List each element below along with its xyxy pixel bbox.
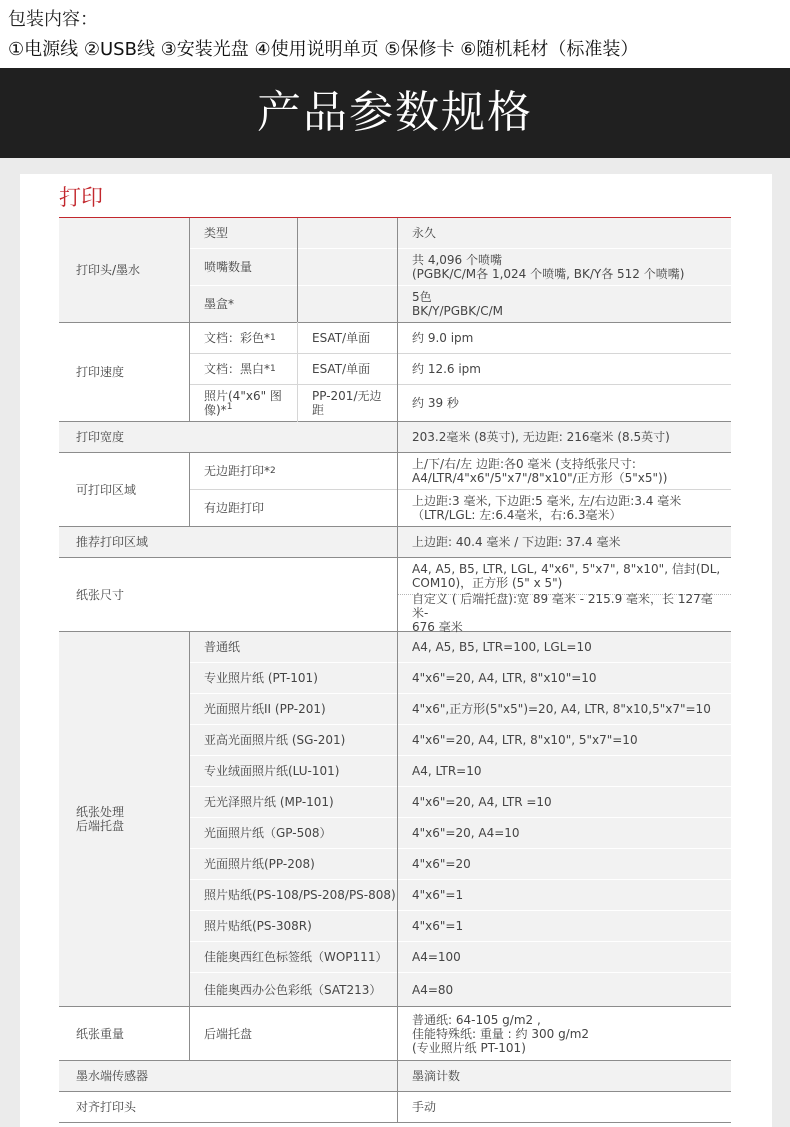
- cond-speed-photo: [298, 385, 397, 421]
- label-speed-photo-line1: 照片(4"x6" 图: [204, 389, 282, 403]
- package-title: 包装内容：: [8, 9, 98, 30]
- value-nozzles: [398, 249, 731, 285]
- value-paper-size-custom: [398, 592, 731, 634]
- handling-label: 佳能奥西办公色彩纸（SAT213）: [204, 982, 382, 997]
- handling-label: 光面照片纸（GP-508）: [204, 826, 332, 840]
- handling-label: 无光泽照片纸 (MP-101): [204, 795, 334, 809]
- value-bordered-line2: （LTR/LGL: 左:6.4毫米，右:6.3毫米）: [412, 508, 622, 522]
- label-handling-line1: 纸张处理: [76, 805, 125, 819]
- handling-value: 4"x6"=20, A4, LTR, 8"x10"=10: [412, 671, 597, 685]
- label-handling: [62, 632, 189, 1006]
- value-weight-line3: (专业照片纸 PT-101): [412, 1040, 526, 1055]
- value-paper-size-standard: [398, 558, 731, 594]
- handling-value: 4"x6"=20, A4, LTR, 8"x10", 5"x7"=10: [412, 733, 638, 747]
- label-align: 对齐打印头: [76, 1100, 137, 1114]
- handling-label: 普通纸: [204, 640, 241, 654]
- value-recommended: 上边距: 40.4 毫米 / 下边距: 37.4 毫米: [412, 535, 621, 549]
- cond-speed-photo-line1: PP-201/无边: [312, 389, 382, 403]
- value-bordered: [398, 490, 731, 526]
- handling-label: 专业绒面照片纸(LU-101): [204, 764, 340, 778]
- label-speed: 打印速度: [76, 365, 125, 379]
- handling-label: 照片贴纸(PS-308R): [204, 919, 312, 933]
- handling-label: 亚高光面照片纸 (SG-201): [204, 733, 346, 747]
- label-speed-photo-line2: [204, 403, 232, 417]
- label-borderless: 无边距打印* 2: [204, 464, 276, 478]
- value-printhead-type: 永久: [412, 226, 437, 240]
- handling-label: 光面照片纸(PP-208): [204, 857, 315, 871]
- value-align: 手动: [412, 1100, 437, 1114]
- cond-speed-color: ESAT/单面: [312, 331, 371, 345]
- group-rule: [59, 1122, 731, 1123]
- value-weight: [398, 1007, 731, 1060]
- label-ink-sensor: 墨水端传感器: [76, 1069, 149, 1083]
- value-bordered-line1: 上边距:3 毫米, 下边距:5 毫米, 左/右边距:3.4 毫米: [412, 494, 682, 508]
- value-paper-size-line1: A4, A5, B5, LTR, LGL, 4"x6", 5"x7", 8"x10", 信封(DL,: [412, 562, 721, 576]
- handling-label: 佳能奥西红色标签纸（WOP111）: [204, 950, 388, 964]
- label-speed-color: 文档：彩色* 1: [204, 331, 276, 345]
- value-nozzles-line2: (PGBK/C/M各 1,024 个喷嘴, BK/Y各 512 个喷嘴): [412, 267, 685, 281]
- handling-label: 照片贴纸(PS-108/PS-208/PS-808): [204, 888, 396, 902]
- value-nozzles-line1: 共 4,096 个喷嘴: [412, 253, 502, 267]
- value-ink-sensor: 墨滴计数: [412, 1069, 461, 1083]
- col-rule: [297, 218, 298, 322]
- value-weight-line2: 佳能特殊纸: 重量 : 约 300 g/m2: [412, 1026, 590, 1041]
- handling-value: A4=100: [412, 950, 461, 964]
- value-paper-size-line3: 自定义 ( 后端托盘):宽 89 毫米 - 215.9 毫米，长 127毫米-: [412, 592, 713, 620]
- value-borderless: [398, 453, 731, 489]
- label-handling-line2: 后端托盘: [76, 819, 125, 833]
- handling-value: 4"x6"=1: [412, 919, 464, 933]
- handling-value: 4"x6"=20, A4, LTR =10: [412, 795, 552, 809]
- handling-label: 光面照片纸II (PP-201): [204, 702, 326, 716]
- handling-value: 4"x6"=20: [412, 857, 471, 871]
- label-weight-sub: 后端托盘: [204, 1026, 253, 1041]
- label-speed-bw: 文档：黑白* 1: [204, 362, 276, 376]
- handling-value: A4, LTR=10: [412, 764, 482, 778]
- handling-value: 4"x6"=1: [412, 888, 464, 902]
- label-printhead: 打印头/墨水: [76, 263, 141, 277]
- label-weight: 纸张重量: [76, 1026, 125, 1041]
- value-cartridge-line2: BK/Y/PGBK/C/M: [412, 304, 503, 318]
- label-area: 可打印区域: [76, 482, 137, 497]
- package-contents: [0, 0, 790, 68]
- handling-value: 4"x6",正方形(5"x5")=20, A4, LTR, 8"x10,5"x7"=10: [412, 702, 711, 716]
- section-title: 打印: [59, 186, 104, 211]
- label-borderless-text: 无边距打印*: [204, 464, 271, 478]
- value-speed-photo: 约 39 秒: [412, 396, 459, 410]
- label-printhead-type: 类型: [204, 226, 229, 240]
- label-width: 打印宽度: [76, 430, 125, 444]
- label-speed-color-text: 文档：彩色*: [204, 331, 271, 345]
- value-borderless-line2: A4/LTR/4"x6"/5"x7"/8"x10"/正方形（5"x5")): [412, 471, 668, 485]
- value-cartridge: [398, 286, 731, 322]
- label-nozzles: 喷嘴数量: [204, 260, 253, 274]
- handling-label: 专业照片纸 (PT-101): [204, 671, 318, 685]
- value-cartridge-line1: 5色: [412, 290, 432, 304]
- label-bordered: 有边距打印: [204, 501, 265, 515]
- label-cartridge: 墨盒*: [204, 297, 235, 311]
- footnote-mark: 1: [226, 402, 233, 412]
- spec-banner: [0, 68, 790, 158]
- value-paper-size-line2: COM10)，正方形 (5" x 5"): [412, 576, 563, 590]
- label-recommended: 推荐打印区域: [76, 535, 149, 549]
- value-weight-line1: 普通纸: 64-105 g/m2 ,: [412, 1012, 541, 1027]
- label-speed-photo-line2-text: 像)*: [204, 403, 227, 417]
- label-paper-size: 纸张尺寸: [76, 587, 125, 602]
- value-borderless-line1: 上/下/右/左 边距:各0 毫米 (支持纸张尺寸:: [412, 457, 636, 471]
- label-speed-photo: [190, 385, 297, 421]
- handling-value: A4=80: [412, 982, 454, 997]
- value-speed-bw: 约 12.6 ipm: [412, 362, 481, 376]
- banner-title: 产品参数规格: [257, 87, 533, 138]
- value-width: 203.2毫米 (8英寸), 无边距: 216毫米 (8.5英寸): [412, 430, 670, 444]
- handling-value: 4"x6"=20, A4=10: [412, 826, 520, 840]
- cond-speed-photo-line2: 距: [312, 403, 325, 417]
- package-items: ①电源线 ②USB线 ③安装光盘 ④使用说明单页 ⑤保修卡 ⑥随机耗材（标准装）: [8, 39, 639, 60]
- handling-value: A4, A5, B5, LTR=100, LGL=10: [412, 640, 592, 654]
- value-paper-size-line4: 676 毫米: [412, 620, 463, 634]
- value-speed-color: 约 9.0 ipm: [412, 331, 474, 345]
- label-speed-bw-text: 文档：黑白*: [204, 362, 271, 376]
- cond-speed-bw: ESAT/单面: [312, 362, 371, 376]
